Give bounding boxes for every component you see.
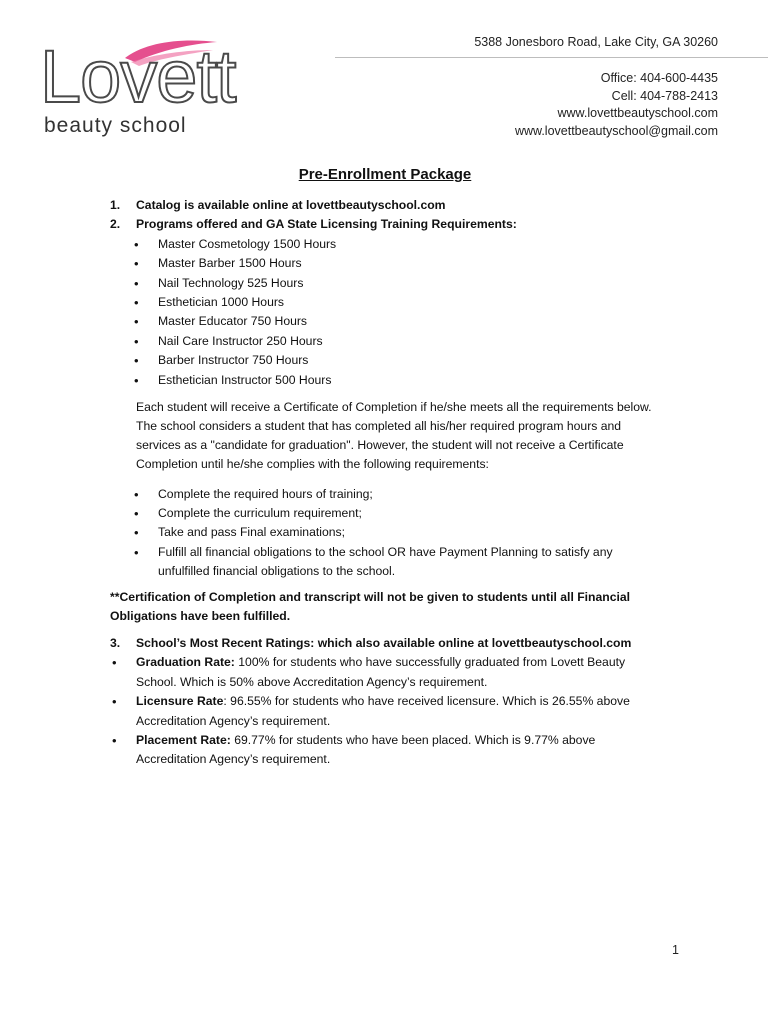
note-line: **Certification of Completion and transcript will not be given to students until all Financial [110, 589, 631, 604]
requirements-list [110, 485, 710, 582]
section-3 [110, 634, 710, 653]
section-number: 2. [110, 217, 121, 232]
page-number: 1 [672, 943, 679, 957]
list-item: • Esthetician 1000 Hours [110, 293, 710, 312]
website: www.lovettbeautyschool.com [557, 106, 718, 120]
list-item: • Complete the required hours of training; [110, 485, 710, 504]
paragraph-line: The school considers a student that has completed all his/her required program hours and [136, 419, 622, 434]
logo-subtitle: beauty school [44, 114, 187, 137]
list-item: • Barber Instructor 750 Hours [110, 351, 710, 370]
list-item: • Complete the curriculum requirement; [110, 504, 710, 523]
document-body [110, 196, 710, 770]
list-item: • Nail Care Instructor 250 Hours [110, 332, 710, 351]
list-item: • Nail Technology 525 Hours [110, 274, 710, 293]
list-item: • Esthetician Instructor 500 Hours [110, 371, 710, 390]
section-1 [110, 196, 710, 215]
list-item: • Master Cosmetology 1500 Hours [110, 235, 710, 254]
header-divider [335, 57, 768, 58]
licensure-rate-item [110, 692, 710, 731]
rate-text: : 96.55% for students who have received licensure. Which is 26.55% above [223, 694, 630, 709]
section-number: 3. [110, 635, 121, 650]
school-address: 5388 Jonesboro Road, Lake City, GA 30260 [474, 35, 718, 49]
rate-label: Placement Rate: [136, 732, 231, 747]
certification-note [110, 588, 710, 626]
section-2 [110, 215, 710, 234]
rate-text: Accreditation Agency’s requirement. [136, 752, 331, 767]
rate-label: Licensure Rate [136, 694, 224, 709]
list-item: • Fulfill all financial obligations to the school OR have Payment Planning to satisfy any [110, 543, 710, 562]
page-title: Pre-Enrollment Package [298, 166, 472, 183]
placement-rate-item [110, 731, 710, 770]
graduation-rate-item [110, 653, 710, 692]
paragraph-line: Completion until he/she complies with the following requirements: [136, 457, 489, 472]
rate-text: School. Which is 50% above Accreditation Agency’s requirement. [136, 674, 488, 689]
list-item: • Master Barber 1500 Hours [110, 254, 710, 273]
rate-text: Accreditation Agency’s requirement. [136, 713, 331, 728]
ratings-list [110, 653, 710, 769]
completion-paragraph [110, 398, 710, 475]
paragraph-line: Each student will receive a Certificate of Completion if he/she meets all the requirements below. [136, 399, 652, 414]
rate-text: 100% for students who have successfully graduated from Lovett Beauty [234, 655, 626, 670]
cell-phone: Cell: 404-788-2413 [611, 88, 718, 103]
section-heading: Programs offered and GA State Licensing Training Requirements: [136, 217, 517, 232]
program-list [110, 235, 710, 390]
rate-text: 69.77% for students who have been placed. Which is 9.77% above [230, 732, 596, 747]
section-heading: School’s Most Recent Ratings: which also available online at lovettbeautyschool.com [136, 635, 632, 650]
school-logo [26, 10, 316, 150]
list-item: • Take and pass Final examinations; [110, 523, 710, 542]
email: www.lovettbeautyschool@gmail.com [514, 123, 718, 138]
note-line: Obligations have been fulfilled. [110, 608, 291, 623]
paragraph-line: services as a "candidate for graduation". However, the student will not receive a Certificate [136, 438, 624, 453]
contact-block [515, 70, 718, 140]
list-item: • Master Educator 750 Hours [110, 312, 710, 331]
office-phone: Office: 404-600-4435 [600, 71, 718, 85]
section-heading: Catalog is available online at lovettbeautyschool.com [136, 198, 446, 212]
logo-wordmark: Lovett [40, 35, 236, 118]
rate-label: Graduation Rate: [136, 655, 235, 670]
section-number: 1. [110, 198, 121, 212]
list-item-continuation: unfulfilled financial obligations to the school. [158, 564, 396, 579]
